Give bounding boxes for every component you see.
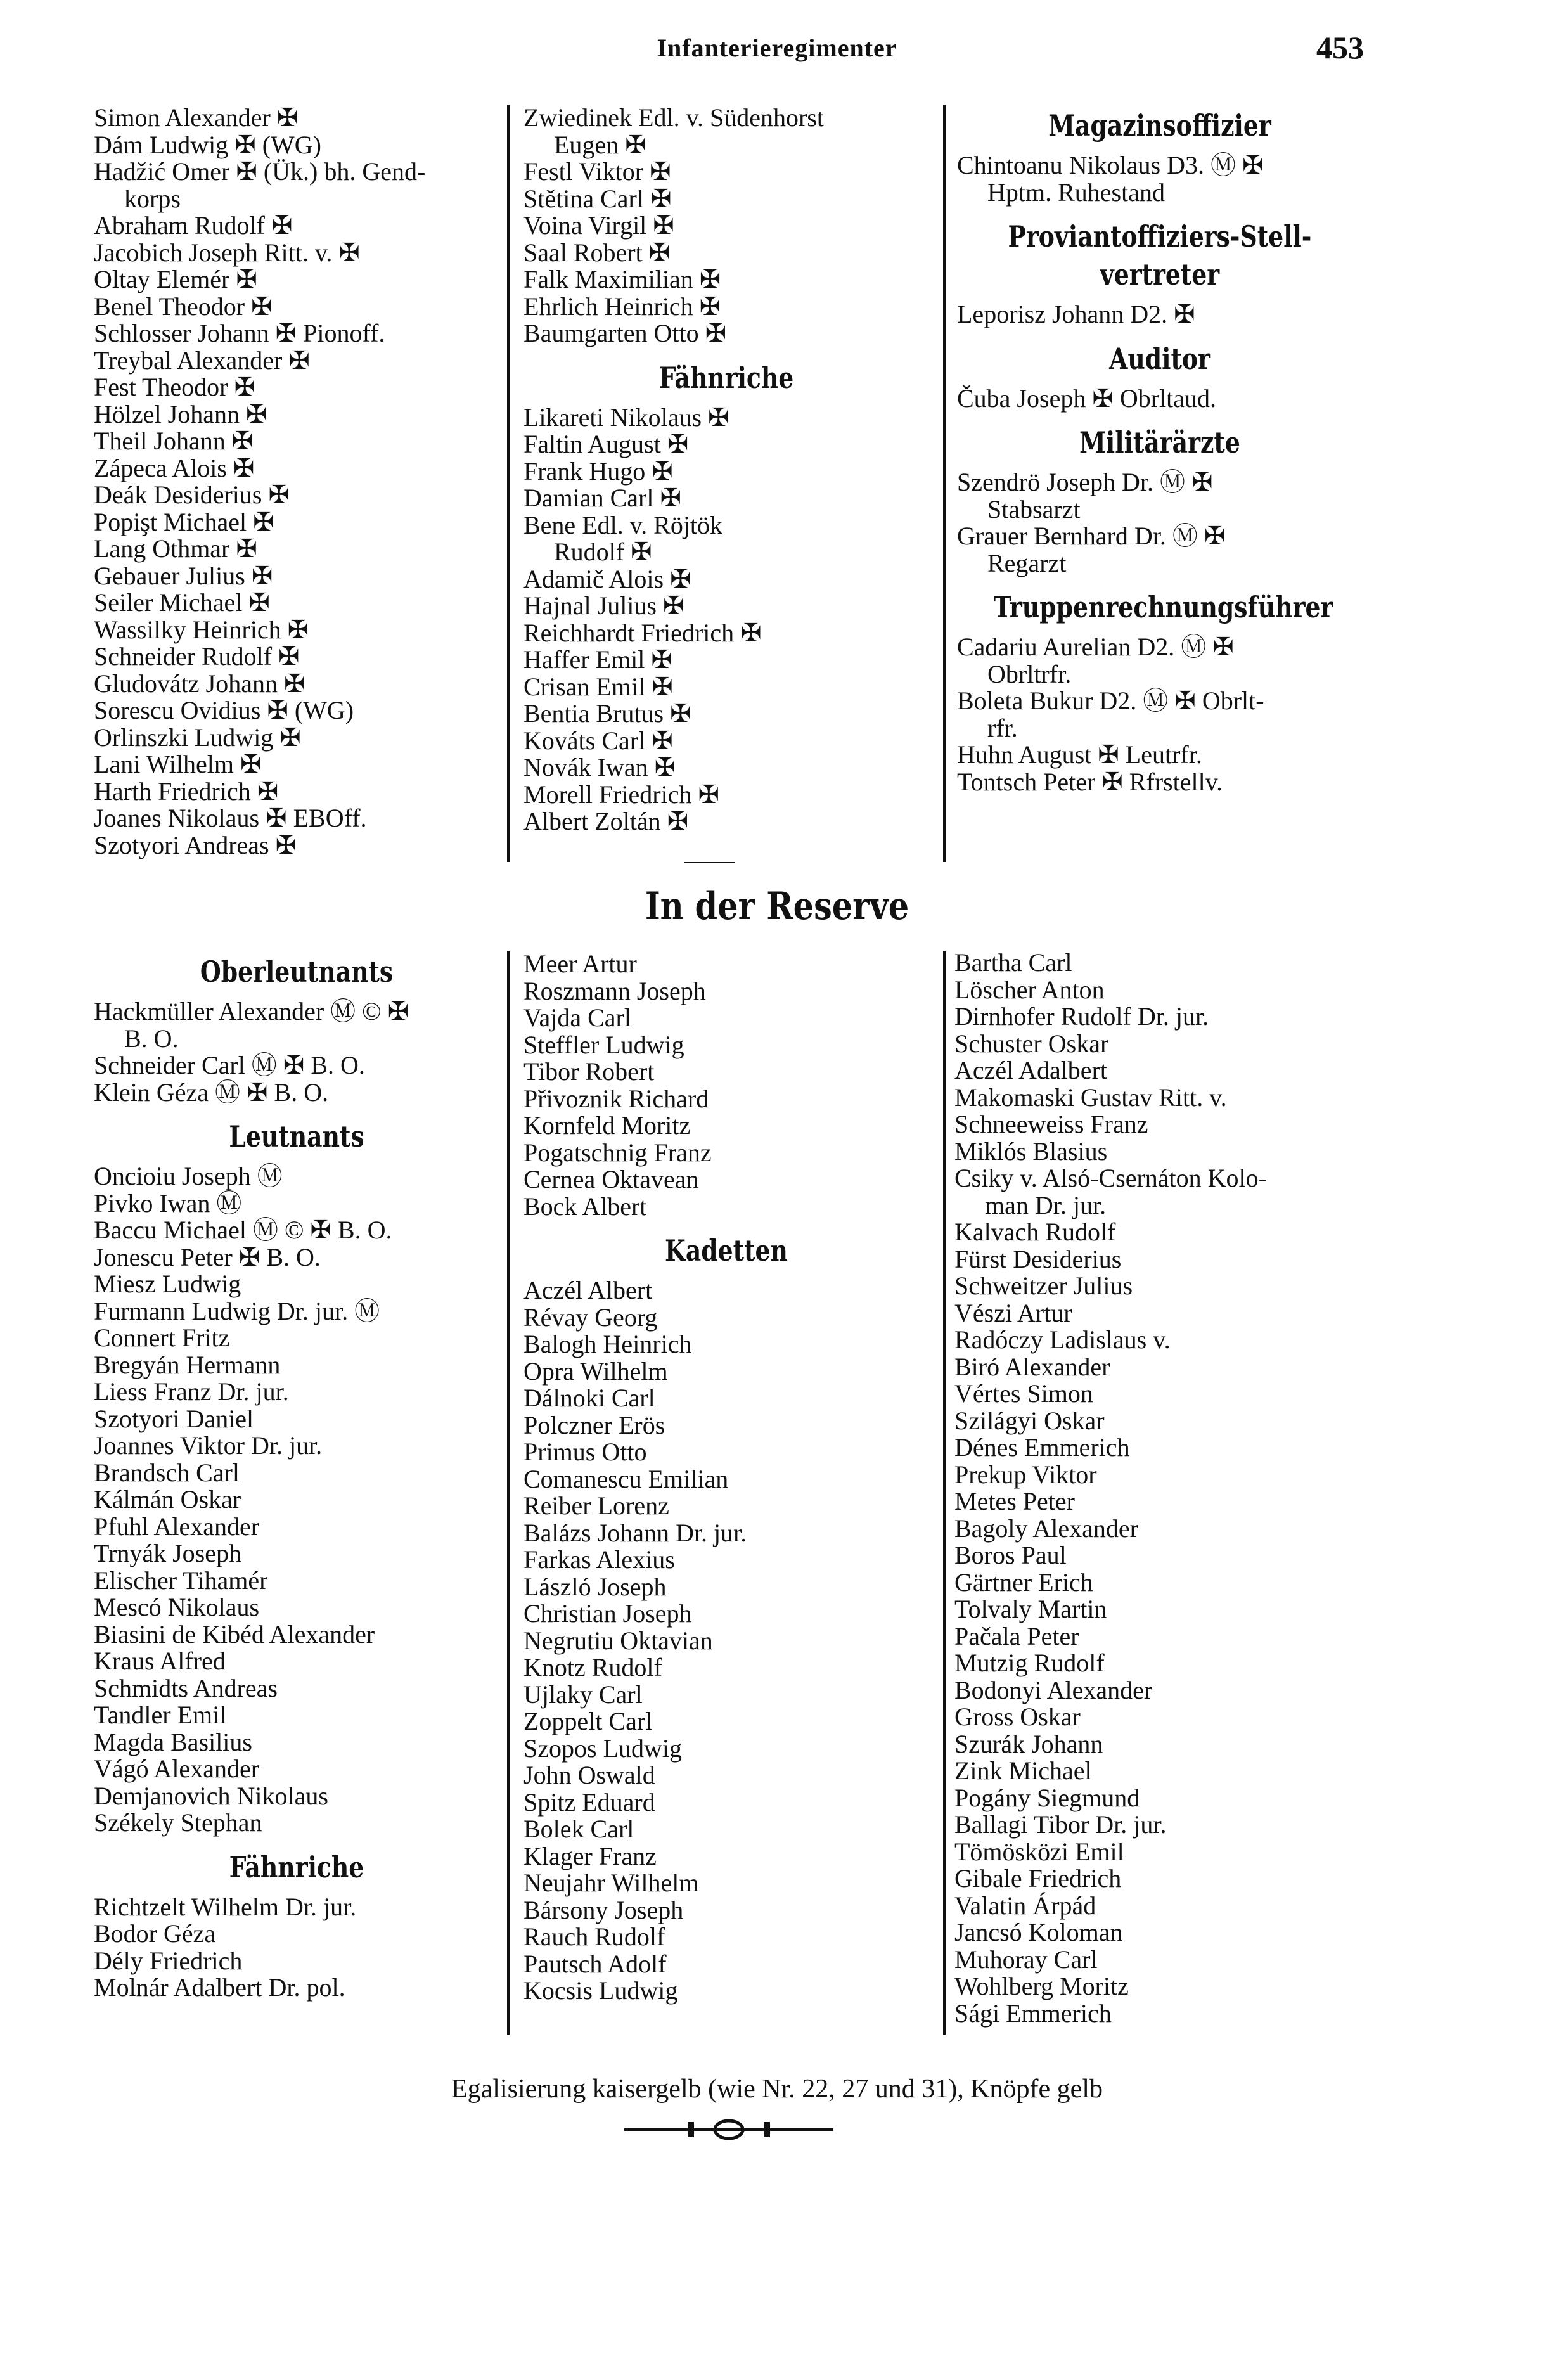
entry: Bodor Géza xyxy=(94,1919,216,1948)
entry: Fürst Desiderius xyxy=(954,1244,1122,1273)
entry: Theil Johann ✠ xyxy=(94,427,254,455)
reserve-col2-list xyxy=(523,951,929,1220)
entry: Spitz Eduard xyxy=(523,1787,655,1817)
entry: Tolvaly Martin xyxy=(954,1595,1107,1623)
entry: Polczner Erös xyxy=(523,1410,665,1439)
entry: Tandler Emil xyxy=(94,1701,227,1729)
ornament-bar-left xyxy=(688,2122,694,2137)
entry: Farkas Alexius xyxy=(523,1545,675,1574)
entry: Pivko Iwan Ⓜ xyxy=(94,1188,242,1218)
entry: Schmidts Andreas xyxy=(94,1673,278,1702)
proviant-heading-1: Proviantoffiziers-Stell- xyxy=(1008,219,1312,254)
entry: Gebauer Julius ✠ xyxy=(94,561,273,590)
entry: Pfuhl Alexander xyxy=(94,1512,260,1541)
entry: Schlosser Johann ✠ Pionoff. xyxy=(94,319,385,347)
entry: Magda Basilius xyxy=(94,1727,252,1756)
entry: Falk Maximilian ✠ xyxy=(523,265,721,293)
entry: Bagoly Alexander xyxy=(954,1514,1138,1543)
proviant-list xyxy=(957,301,1363,328)
ornament-bar-right xyxy=(764,2122,770,2137)
entry: Schneeweiss Franz xyxy=(954,1110,1148,1138)
entry: Lani Wilhelm ✠ xyxy=(94,750,262,778)
entry: Schneider Carl Ⓜ ✠ B. O. xyxy=(94,1051,365,1079)
entry: Crisan Emil ✠ xyxy=(523,672,673,701)
page-number: 453 xyxy=(1316,30,1364,65)
upper-col1-list xyxy=(94,105,499,859)
truppen-list xyxy=(957,634,1363,795)
entry-continuation: B. O. xyxy=(124,1024,179,1053)
magazin-list xyxy=(957,152,1363,206)
entry: Metes Peter xyxy=(954,1487,1075,1515)
page-header xyxy=(0,30,1554,71)
entry: Dirnhofer Rudolf Dr. jur. xyxy=(954,1002,1209,1031)
upper-column-2 xyxy=(523,105,929,835)
lower-column-1 xyxy=(94,941,499,2002)
entry: Stětina Carl ✠ xyxy=(523,184,672,213)
entry: Frank Hugo ✠ xyxy=(523,456,673,486)
entry: John Oswald xyxy=(523,1761,655,1789)
entry: Kocsis Ludwig xyxy=(523,1976,678,2005)
entry: Reichhardt Friedrich ✠ xyxy=(523,618,762,647)
entry: Liess Franz Dr. jur. xyxy=(94,1377,289,1406)
entry: Kalvach Rudolf xyxy=(954,1218,1116,1246)
entry: Fest Theodor ✠ xyxy=(94,373,255,401)
entry: Leporisz Johann D2. ✠ xyxy=(957,300,1195,328)
entry: Benel Theodor ✠ xyxy=(94,292,273,321)
entry: Miklós Blasius xyxy=(954,1136,1108,1166)
entry: Schweitzer Julius xyxy=(954,1271,1133,1300)
entry: Tontsch Peter ✠ Rfrstellv. xyxy=(957,767,1223,796)
entry: Ehrlich Heinrich ✠ xyxy=(523,292,721,321)
entry-continuation: man Dr. jur. xyxy=(985,1190,1107,1219)
entry: Rauch Rudolf xyxy=(523,1922,665,1951)
entry: Prekup Viktor xyxy=(954,1460,1097,1489)
aerzte-list xyxy=(957,469,1363,577)
entry: Vértes Simon xyxy=(954,1379,1093,1408)
entry: Lang Othmar ✠ xyxy=(94,534,257,563)
entry-continuation: rfr. xyxy=(987,713,1018,742)
entry: Tibor Robert xyxy=(523,1057,655,1086)
entry: Meer Artur xyxy=(523,949,637,978)
entry: Albert Zoltán ✠ xyxy=(523,807,689,835)
entry: Aczél Albert xyxy=(523,1276,653,1304)
entry: Schneider Rudolf ✠ xyxy=(94,642,300,671)
ornament-divider xyxy=(624,2117,833,2142)
entry: Hajnal Julius ✠ xyxy=(523,591,684,620)
entry: Jacobich Joseph Ritt. v. ✠ xyxy=(94,238,360,267)
entry: Opra Wilhelm xyxy=(523,1356,668,1386)
lower-faehnriche-list xyxy=(94,1894,499,2002)
entry-continuation: Regarzt xyxy=(987,548,1067,577)
entry: Aczél Adalbert xyxy=(954,1056,1107,1084)
entry: Přivoznik Richard xyxy=(523,1084,709,1113)
entry: Hadžić Omer ✠ (Ük.) bh. Gend- xyxy=(94,157,426,186)
entry: Gludovátz Johann ✠ xyxy=(94,669,305,698)
entry: Bene Edl. v. Röjtök xyxy=(523,510,723,539)
entry: Balogh Heinrich xyxy=(523,1330,692,1358)
entry: Kováts Carl ✠ xyxy=(523,726,673,755)
entry: Negrutiu Oktavian xyxy=(523,1626,713,1655)
entry: Joanes Nikolaus ✠ EBOff. xyxy=(94,804,367,832)
entry: Zink Michael xyxy=(954,1756,1092,1785)
entry: Dély Friedrich xyxy=(94,1946,243,1975)
entry: Furmann Ludwig Dr. jur. Ⓜ xyxy=(94,1296,380,1325)
entry: Pogatschnig Franz xyxy=(523,1138,712,1167)
entry: Ujlaky Carl xyxy=(523,1680,643,1709)
entry: Miesz Ludwig xyxy=(94,1270,241,1298)
entry: Zwiedinek Edl. v. Südenhorst xyxy=(523,103,825,132)
entry: Bock Albert xyxy=(523,1192,647,1221)
upper-col2b-list xyxy=(523,404,929,835)
faehnriche-heading: Fähnriche xyxy=(658,360,794,395)
entry: Deák Desiderius ✠ xyxy=(94,480,290,509)
entry: Saal Robert ✠ xyxy=(523,238,671,267)
entry: Damian Carl ✠ xyxy=(523,484,682,512)
entry: Szopos Ludwig xyxy=(523,1734,682,1763)
entry-continuation: Obrltrfr. xyxy=(987,659,1072,688)
entry: Demjanovich Nikolaus xyxy=(94,1781,328,1810)
entry: Pačala Peter xyxy=(954,1621,1079,1650)
entry: Richtzelt Wilhelm Dr. jur. xyxy=(94,1892,357,1921)
entry: Makomaski Gustav Ritt. v. xyxy=(954,1083,1227,1112)
entry: Knotz Rudolf xyxy=(523,1653,662,1682)
kadetten-list xyxy=(523,1277,929,2005)
entry: Steffler Ludwig xyxy=(523,1030,684,1059)
oberleutnants-list xyxy=(94,998,499,1106)
entry: Székely Stephan xyxy=(94,1808,262,1837)
entry: Roszmann Joseph xyxy=(523,976,706,1005)
entry: Kálmán Oskar xyxy=(94,1485,241,1514)
entry: Löscher Anton xyxy=(954,975,1105,1004)
lower-column-2 xyxy=(523,951,929,2005)
entry: Pogány Siegmund xyxy=(954,1783,1140,1812)
entry: Orlinszki Ludwig ✠ xyxy=(94,723,301,752)
entry: Christian Joseph xyxy=(523,1599,692,1628)
column-rule xyxy=(507,951,510,2035)
short-rule xyxy=(684,862,735,863)
entry: Ballagi Tibor Dr. jur. xyxy=(954,1810,1167,1839)
entry: Gärtner Erich xyxy=(954,1567,1093,1597)
entry-continuation: Eugen ✠ xyxy=(554,130,646,159)
entry: Csiky v. Alsó-Csernáton Kolo- xyxy=(954,1164,1267,1192)
aerzte-heading: Militärärzte xyxy=(1079,425,1240,460)
entry: Popişt Michael ✠ xyxy=(94,507,274,536)
entry: Faltin August ✠ xyxy=(523,430,689,458)
upper-column-3 xyxy=(957,95,1363,795)
entry: Novák Iwan ✠ xyxy=(523,753,676,782)
entry: Klein Géza Ⓜ ✠ B. O. xyxy=(94,1077,329,1107)
entry: Wassilky Heinrich ✠ xyxy=(94,615,309,644)
entry: Boros Paul xyxy=(954,1541,1067,1569)
entry: Vágó Alexander xyxy=(94,1754,260,1783)
entry-continuation: Rudolf ✠ xyxy=(554,537,652,566)
entry: Wohlberg Moritz xyxy=(954,1972,1129,2000)
entry: Cadariu Aurelian D2. Ⓜ ✠ xyxy=(957,633,1234,661)
entry: Bársony Joseph xyxy=(523,1895,684,1924)
entry: Neujahr Wilhelm xyxy=(523,1869,699,1897)
entry: Szotyori Andreas ✠ xyxy=(94,830,297,859)
entry: Grauer Bernhard Dr. Ⓜ ✠ xyxy=(957,522,1226,550)
kadetten-heading: Kadetten xyxy=(665,1233,788,1268)
entry: Morell Friedrich ✠ xyxy=(523,780,720,809)
oberleutnants-heading: Oberleutnants xyxy=(200,955,394,989)
entry: Pautsch Adolf xyxy=(523,1949,667,1978)
entry: Gibale Friedrich xyxy=(954,1864,1122,1893)
egalisierung-note: Egalisierung kaisergelb (wie Nr. 22, 27 und 31), Knöpfe gelb xyxy=(451,2074,1103,2104)
entry: Biró Alexander xyxy=(954,1352,1110,1381)
truppen-heading: Truppenrechnungsführer xyxy=(993,590,1333,624)
auditor-heading: Auditor xyxy=(1109,341,1210,376)
column-rule xyxy=(507,105,510,862)
entry: Čuba Joseph ✠ Obrltaud. xyxy=(957,383,1217,413)
entry: Harth Friedrich ✠ xyxy=(94,776,279,806)
upper-col2a-list xyxy=(523,105,929,347)
entry: Joannes Viktor Dr. jur. xyxy=(94,1431,323,1460)
entry: Vészi Artur xyxy=(954,1298,1072,1327)
entry: Radóczy Ladislaus v. xyxy=(954,1325,1171,1354)
entry: Trnyák Joseph xyxy=(94,1539,241,1567)
entry: Szendrö Joseph Dr. Ⓜ ✠ xyxy=(957,468,1213,496)
entry: Révay Georg xyxy=(523,1303,658,1332)
entry: Oncioiu Joseph Ⓜ xyxy=(94,1162,283,1190)
column-rule xyxy=(943,105,946,862)
entry: Vajda Carl xyxy=(523,1003,631,1032)
entry: Elischer Tihamér xyxy=(94,1566,268,1595)
entry: Bolek Carl xyxy=(523,1815,634,1843)
entry: Bregyán Hermann xyxy=(94,1350,281,1379)
entry: Zoppelt Carl xyxy=(523,1707,653,1735)
leutnants-list xyxy=(94,1163,499,1837)
entry: Abraham Rudolf ✠ xyxy=(94,211,293,240)
upper-column-1 xyxy=(94,105,499,859)
entry: Valatin Árpád xyxy=(954,1891,1096,1920)
column-rule xyxy=(943,951,946,2035)
leutnants-heading: Leutnants xyxy=(229,1119,364,1154)
entry: Bartha Carl xyxy=(954,948,1072,977)
entry: Boleta Bukur D2. Ⓜ ✠ Obrlt- xyxy=(957,686,1264,715)
auditor-list xyxy=(957,385,1363,413)
entry: Szotyori Daniel xyxy=(94,1404,254,1433)
entry: Kraus Alfred xyxy=(94,1647,226,1675)
entry: Zápeca Alois ✠ xyxy=(94,453,255,482)
entry: Haffer Emil ✠ xyxy=(523,645,672,674)
entry: Seiler Michael ✠ xyxy=(94,588,270,617)
entry: Sorescu Ovidius ✠ (WG) xyxy=(94,696,354,724)
entry: Muhoray Carl xyxy=(954,1945,1098,1974)
entry: Jancsó Koloman xyxy=(954,1918,1123,1946)
entry-continuation: Stabsarzt xyxy=(987,494,1081,524)
entry: Adamič Alois ✠ xyxy=(523,564,691,593)
reserve-col3-list xyxy=(954,949,1366,2027)
entry: Szurák Johann xyxy=(954,1729,1103,1758)
entry: Baumgarten Otto ✠ xyxy=(523,319,727,347)
entry: Molnár Adalbert Dr. pol. xyxy=(94,1973,345,2002)
entry-continuation: korps xyxy=(124,184,181,213)
entry: Reiber Lorenz xyxy=(523,1491,669,1520)
entry: Cernea Oktavean xyxy=(523,1165,699,1193)
entry: Huhn August ✠ Leutrfr. xyxy=(957,740,1202,769)
entry: Baccu Michael Ⓜ © ✠ B. O. xyxy=(94,1216,392,1244)
entry: Gross Oskar xyxy=(954,1702,1081,1731)
entry: Bentia Brutus ✠ xyxy=(523,699,691,728)
entry: Hackmüller Alexander Ⓜ © ✠ xyxy=(94,997,409,1026)
entry: Hölzel Johann ✠ xyxy=(94,399,267,428)
entry: Oltay Elemér ✠ xyxy=(94,265,257,293)
entry: Bodonyi Alexander xyxy=(954,1675,1153,1704)
lower-column-3 xyxy=(954,949,1366,2027)
entry: Balázs Johann Dr. jur. xyxy=(523,1518,747,1547)
entry: Dám Ludwig ✠ (WG) xyxy=(94,130,321,159)
entry: Brandsch Carl xyxy=(94,1458,240,1487)
magazin-heading: Magazinsoffizier xyxy=(1048,108,1271,143)
entry: Klager Franz xyxy=(523,1841,657,1870)
entry: Szilágyi Oskar xyxy=(954,1406,1105,1435)
entry: Dálnoki Carl xyxy=(523,1384,655,1412)
proviant-heading-2: vertreter xyxy=(1100,257,1220,292)
entry: Schuster Oskar xyxy=(954,1029,1109,1058)
entry: Biasini de Kibéd Alexander xyxy=(94,1619,375,1649)
reserve-title: In der Reserve xyxy=(645,884,909,929)
entry: Simon Alexander ✠ xyxy=(94,103,299,132)
entry: Kornfeld Moritz xyxy=(523,1111,691,1140)
entry: Sági Emmerich xyxy=(954,1998,1112,2028)
entry: Connert Fritz xyxy=(94,1323,230,1352)
entry: Comanescu Emilian xyxy=(523,1464,729,1493)
entry: Festl Viktor ✠ xyxy=(523,157,671,186)
entry: Likareti Nikolaus ✠ xyxy=(523,402,729,432)
entry: Tömösközi Emil xyxy=(954,1837,1124,1866)
lower-faehnriche-heading: Fähnriche xyxy=(229,1849,364,1884)
entry: Primus Otto xyxy=(523,1438,647,1466)
entry: Mutzig Rudolf xyxy=(954,1649,1105,1677)
entry: Voina Virgil ✠ xyxy=(523,211,674,240)
running-title: Infanterieregimenter xyxy=(657,34,897,62)
entry-continuation: Hptm. Ruhestand xyxy=(987,177,1165,207)
entry: Mescó Nikolaus xyxy=(94,1593,260,1621)
entry: Jonescu Peter ✠ B. O. xyxy=(94,1242,321,1271)
entry: László Joseph xyxy=(523,1572,667,1601)
entry: Dénes Emmerich xyxy=(954,1433,1130,1462)
entry: Chintoanu Nikolaus D3. Ⓜ ✠ xyxy=(957,151,1264,179)
entry: Treybal Alexander ✠ xyxy=(94,345,310,375)
